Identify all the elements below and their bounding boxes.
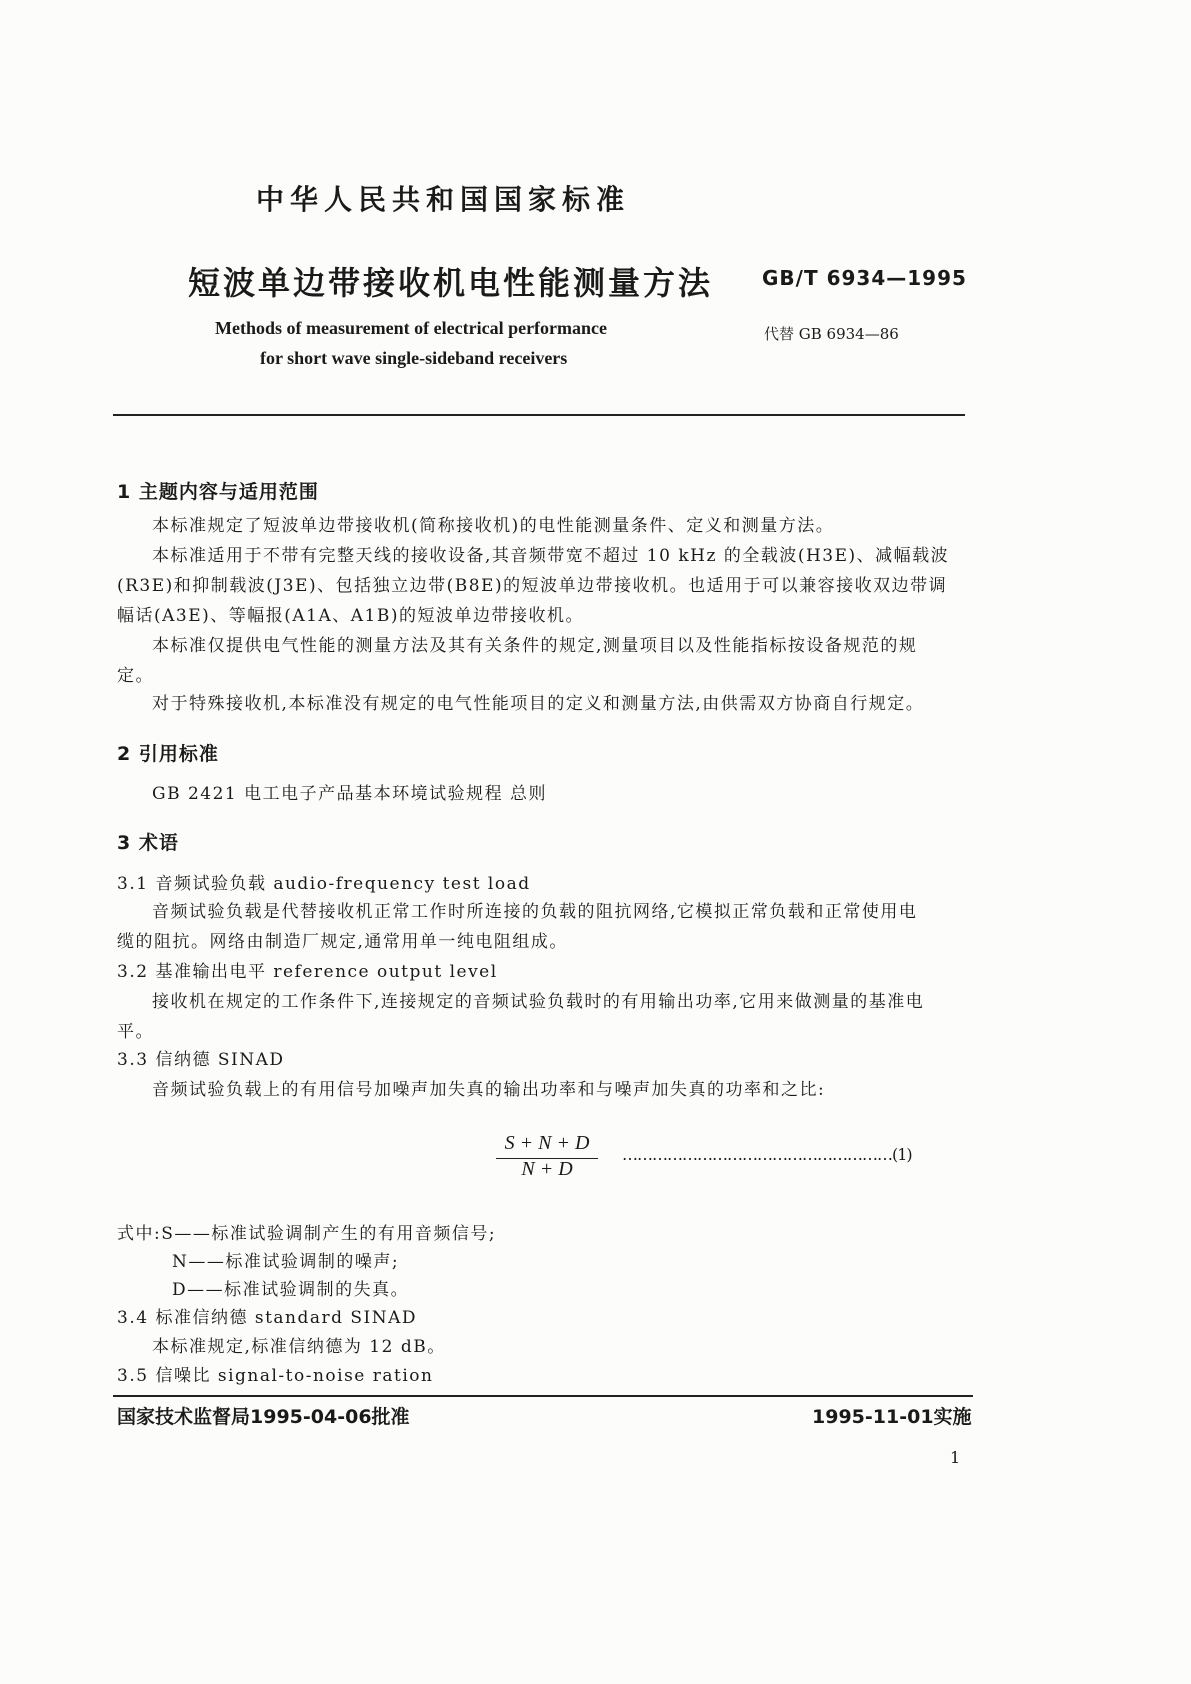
- standard-code: GB/T 6934—1995: [762, 266, 967, 290]
- normative-reference: GB 2421 电工电子产品基本环境试验规程 总则: [152, 784, 548, 804]
- formula-reference: ………………………………………………(1): [622, 1145, 912, 1164]
- term-3-1-definition-line2: 缆的阻抗。网络由制造厂规定,通常用单一纯电阻组成。: [117, 932, 568, 952]
- section1-paragraph1: 本标准规定了短波单边带接收机(简称接收机)的电性能测量条件、定义和测量方法。: [152, 516, 835, 536]
- approval-line: 国家技术监督局1995-04-06批准: [117, 1406, 410, 1428]
- section1-heading: 1 主题内容与适用范围: [117, 481, 319, 503]
- term-3-2-title: 3.2 基准输出电平 reference output level: [117, 962, 498, 982]
- page-number: 1: [950, 1448, 961, 1467]
- formula-denominator: N + D: [521, 1158, 573, 1180]
- term-3-2-definition-line1: 接收机在规定的工作条件下,连接规定的音频试验负载时的有用输出功率,它用来做测量的基准电: [152, 992, 925, 1012]
- section1-paragraph3-line1: 本标准仅提供电气性能的测量方法及其有关条件的规定,测量项目以及性能指标按设备规范的规: [152, 636, 918, 656]
- term-3-5-title: 3.5 信噪比 signal-to-noise ration: [117, 1366, 434, 1386]
- term-3-2-definition-line2: 平。: [117, 1022, 154, 1042]
- term-3-3-definition: 音频试验负载上的有用信号加噪声加失真的输出功率和与噪声加失真的功率和之比:: [152, 1080, 826, 1100]
- document-title: 短波单边带接收机电性能测量方法: [188, 264, 714, 302]
- section2-heading: 2 引用标准: [117, 743, 219, 765]
- section1-paragraph2-line3: 幅话(A3E)、等幅报(A1A、A1B)的短波单边带接收机。: [117, 606, 584, 626]
- formula-where-d: D——标准试验调制的失真。: [172, 1280, 410, 1300]
- replaces-note: 代替 GB 6934—86: [764, 325, 899, 343]
- term-3-1-title: 3.1 音频试验负载 audio-frequency test load: [117, 874, 531, 894]
- section1-paragraph4: 对于特殊接收机,本标准没有规定的电气性能项目的定义和测量方法,由供需双方协商自行规定。: [152, 694, 925, 714]
- section1-paragraph3-line2: 定。: [117, 666, 154, 686]
- footer-divider: [113, 1395, 973, 1397]
- section1-paragraph2-line2: (R3E)和抑制载波(J3E)、包括独立边带(B8E)的短波单边带接收机。也适用于可以兼容接收双边带调: [117, 576, 948, 596]
- section1-paragraph2-line1: 本标准适用于不带有完整天线的接收设备,其音频带宽不超过 10 kHz 的全载波(H3E)、减幅载波: [152, 546, 950, 566]
- national-standard-title: 中华人民共和国国家标准: [256, 183, 631, 216]
- section3-heading: 3 术语: [117, 832, 179, 854]
- english-title-line1: Methods of measurement of electrical performance: [215, 318, 608, 338]
- effective-date: 1995-11-01实施: [812, 1406, 972, 1428]
- term-3-3-title: 3.3 信纳德 SINAD: [117, 1050, 285, 1070]
- formula-where-s: 式中:S——标准试验调制产生的有用音频信号;: [117, 1224, 497, 1244]
- formula-where-n: N——标准试验调制的噪声;: [172, 1252, 400, 1272]
- header-divider: [113, 414, 965, 416]
- term-3-4-definition: 本标准规定,标准信纳德为 12 dB。: [152, 1337, 446, 1357]
- english-title-line2: for short wave single-sideband receivers: [260, 348, 568, 368]
- term-3-4-title: 3.4 标准信纳德 standard SINAD: [117, 1308, 418, 1328]
- term-3-1-definition-line1: 音频试验负载是代替接收机正常工作时所连接的负载的阻抗网络,它模拟正常负载和正常使用电: [152, 902, 918, 922]
- formula-numerator: S + N + D: [504, 1132, 590, 1154]
